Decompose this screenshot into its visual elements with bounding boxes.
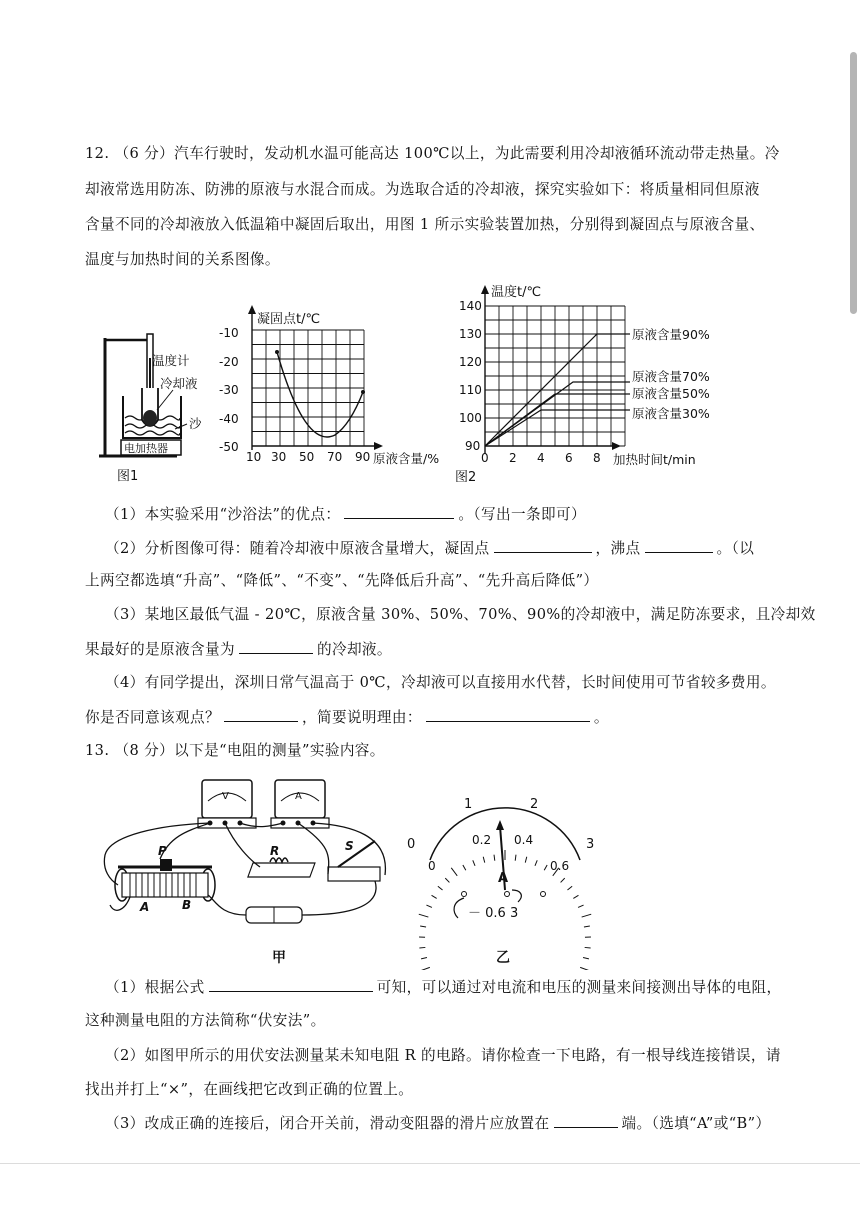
graph2-xtick: 2 <box>509 451 517 465</box>
figure1-caption: 图1 <box>117 469 139 484</box>
graph1-ytick: -30 <box>219 383 239 397</box>
answer-blank[interactable] <box>645 538 713 553</box>
q12-sub3: （3）某地区最低气温 - 20℃，原液含量 30%、50%、70%、90%的冷却液中，满足防冻要求，且冷却效 <box>105 606 816 623</box>
circuit-figure <box>100 775 400 970</box>
resistor-label: R <box>270 844 280 858</box>
dial-bottom-label: 0 <box>428 859 436 873</box>
ammeter <box>271 780 329 828</box>
q13-sub2: （2）如图甲所示的用伏安法测量某未知电阻 R 的电路。请你检查一下电路，有一根导线连接错误，请 <box>105 1047 781 1064</box>
q13-line1: 13. （8 分）以下是“电阻的测量”实验内容。 <box>85 742 385 759</box>
answer-blank[interactable] <box>344 504 454 519</box>
dial-bottom-label: 0.2 <box>472 833 492 847</box>
series-line-50 <box>485 394 630 446</box>
graph2-ytick: 110 <box>459 383 482 397</box>
legend-30: 原液含量30% <box>632 406 710 421</box>
voltmeter <box>198 780 256 828</box>
graph1-ytick: -10 <box>219 326 239 340</box>
legend-90: 原液含量90% <box>632 327 710 342</box>
q13-sub1-cont: 这种测量电阻的方法简称“伏安法”。 <box>85 1012 326 1029</box>
end-b-label: B <box>182 898 192 912</box>
graph2-xlabel: 加热时间t/min <box>613 452 696 467</box>
heater-label: 电加热器 <box>124 442 168 455</box>
graph1-xtick: 90 <box>355 450 371 464</box>
figure2-caption: 图2 <box>455 470 477 482</box>
graph1-xtick: 50 <box>299 450 315 464</box>
page-bottom-divider <box>0 1163 860 1164</box>
circuit-caption: 甲 <box>272 950 286 966</box>
q13-sub3: （3）改成正确的连接后，闭合开关前，滑动变阻器的滑片应放置在 端。（选填“A”或“B”） <box>105 1115 771 1132</box>
graph1-xtick: 30 <box>271 450 287 464</box>
dial-bottom-label: 0.6 <box>550 859 570 873</box>
freezing-point-graph <box>210 300 465 475</box>
q12-line1: 12. （6 分）汽车行驶时，发动机水温可能高达 100℃以上，为此需要利用冷却液循环流动带走热量。冷 <box>85 145 780 162</box>
dial-bottom-label: 0.4 <box>514 833 534 847</box>
graph2-ylabel: 温度t/℃ <box>491 285 542 300</box>
coolant-label: 冷却液 <box>160 376 198 391</box>
q13-sub2-cont: 找出并打上“×”，在画线把它改到正确的位置上。 <box>85 1081 414 1098</box>
dial-terminals: － 0.6 3 <box>468 906 519 921</box>
dial-top-label: 1 <box>464 797 473 812</box>
graph1-xtick: 10 <box>246 450 262 464</box>
q12-line3: 含量不同的冷却液放入低温箱中凝固后取出，用图 1 所示实验装置加热，分别得到凝固点与原液含量、 <box>85 216 765 233</box>
q12-sub4: （4）有同学提出，深圳日常气温高于 0℃，冷却液可以直接用水代替，长时间使用可节省较多费用。 <box>105 674 776 691</box>
answer-blank[interactable] <box>209 977 373 992</box>
answer-blank[interactable] <box>494 538 592 553</box>
graph2-ytick: 130 <box>459 327 482 341</box>
dial-caption: 乙 <box>496 950 510 966</box>
q13-sub1: （1）根据公式 可知，可以通过对电流和电压的测量来间接测出导体的电阻， <box>105 979 782 996</box>
temperature-graph <box>455 282 725 482</box>
graph2-ytick: 100 <box>459 411 482 425</box>
q12-line4: 温度与加热时间的关系图像。 <box>85 251 280 268</box>
q12-sub2: （2）分析图像可得：随着冷却液中原液含量增大，凝固点 ，沸点 。（以 <box>105 540 755 557</box>
q12-sub4-cont: 你是否同意该观点？ ，简要说明理由： 。 <box>85 709 609 726</box>
answer-blank[interactable] <box>224 707 298 722</box>
graph1-ytick: -40 <box>219 412 239 426</box>
graph1-xlabel: 原液含量/% <box>373 451 440 466</box>
dial-unit: A <box>498 871 509 886</box>
graph2-xtick: 6 <box>565 451 573 465</box>
graph2-ytick: 90 <box>465 439 481 453</box>
graph2-xtick: 0 <box>481 451 489 465</box>
answer-blank[interactable] <box>239 639 313 654</box>
dial-top-label: 0 <box>407 837 416 852</box>
q12-sub1: （1）本实验采用“沙浴法”的优点： 。（写出一条即可） <box>105 506 586 523</box>
answer-blank[interactable] <box>426 707 590 722</box>
ammeter-dial <box>400 790 610 970</box>
graph2-ytick: 140 <box>459 299 482 313</box>
graph1-ytick: -20 <box>219 355 239 369</box>
thermometer-label: 温度计 <box>152 353 190 368</box>
graph1-ytick: -50 <box>219 440 239 454</box>
svg-text:V: V <box>222 791 229 802</box>
sand-label: 沙 <box>189 416 202 431</box>
graph2-ytick: 120 <box>459 355 482 369</box>
end-a-label: A <box>140 900 150 914</box>
series-line-70 <box>485 382 630 446</box>
dial-top-label: 3 <box>586 837 595 852</box>
graph2-xtick: 8 <box>593 451 601 465</box>
answer-blank[interactable] <box>554 1113 618 1128</box>
rheostat <box>115 859 215 901</box>
switch-label: S <box>345 839 354 853</box>
graph2-xtick: 4 <box>537 451 545 465</box>
apparatus-figure <box>95 318 205 488</box>
graph1-xtick: 70 <box>327 450 343 464</box>
legend-50: 原液含量50% <box>632 386 710 401</box>
q12-line2: 却液常选用防冻、防沸的原液与水混合而成。为选取合适的冷却液，探究实验如下：将质量相同但原液 <box>85 181 760 198</box>
svg-text:A: A <box>295 791 302 802</box>
slider-label: P <box>158 844 167 858</box>
series-line-30 <box>485 410 630 446</box>
q12-sub2-options: 上两空都选填“升高”、“降低”、“不变”、“先降低后升高”、“先升高后降低”） <box>85 572 599 589</box>
legend-70: 原液含量70% <box>632 369 710 384</box>
dial-top-label: 2 <box>530 797 539 812</box>
scrollbar[interactable] <box>850 52 857 314</box>
graph1-ylabel: 凝固点t/℃ <box>257 312 321 327</box>
q12-sub3-cont: 果最好的是原液含量为 的冷却液。 <box>85 641 392 658</box>
